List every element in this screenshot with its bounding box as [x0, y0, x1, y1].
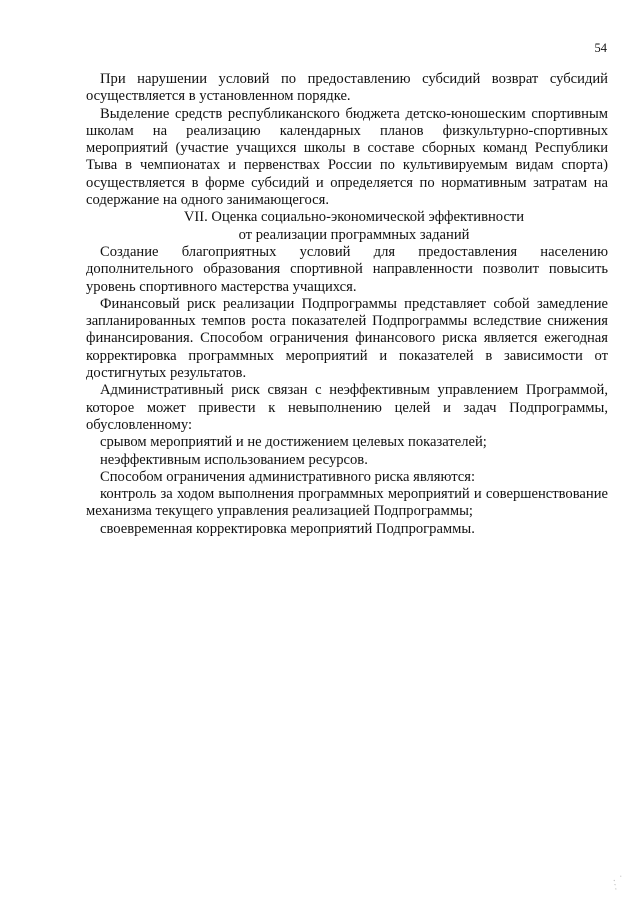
list-item-adjustment: своевременная корректировка мероприятий Подпрограммы.	[100, 520, 475, 537]
list-item-inefficient-resources: неэффективным использованием ресурсов.	[100, 451, 368, 468]
paragraph-administrative-risk: Административный риск связан с неэффективным управлением Программой, которое может привести к невыполнению целей и задач Подпрограммы, обусловленному:	[86, 382, 608, 433]
paragraph-budget-allocation: Выделение средств республиканского бюджета детско-юношеским спортивным школам на реализацию календарных планов физкультурно-спортивных мероприятий (участие учащихся школы в составе сборных команд Республики Тыва в чемпионатах и первенствах России по культивируемым видам спорта) осуществляется в форме субсидий и определяется по нормативным затратам на содержание на одного занимающегося.	[86, 105, 608, 209]
paragraph-financial-risk: Финансовый риск реализации Подпрограммы представляет собой замедление запланированных темпов роста показателей Подпрограммы вследствие снижения финансирования. Способом ограничения финансового риска является ежегодная корректировка программных мероприятий и показателей в зависимости от достигнутых результатов.	[86, 295, 608, 382]
list-item-control: контроль за ходом выполнения программных мероприятий и совершенствование механизма текущего управления реализацией Подпрограммы;	[86, 486, 608, 520]
section-title	[86, 209, 608, 244]
paragraph-risk-limitation: Способом ограничения административного риска являются:	[100, 468, 476, 485]
section-title-line-1: VII. Оценка социально-экономической эффективности	[183, 209, 525, 226]
paragraph-favorable-conditions: Создание благоприятных условий для предоставления населению дополнительного образования спортивной направленности позволит повысить уровень спортивного мастерства учащихся.	[86, 243, 608, 295]
scan-artifact-mark: ⋰ ·	[607, 871, 627, 892]
document-body	[86, 71, 608, 538]
paragraph-subsidy-return: При нарушении условий по предоставлению субсидий возврат субсидий осуществляется в установленном порядке.	[86, 71, 608, 105]
list-item-disruption: срывом мероприятий и не достижением целевых показателей;	[100, 434, 487, 451]
page-number: 54	[594, 41, 607, 55]
section-title-line-2: от реализации программных заданий	[238, 226, 470, 243]
